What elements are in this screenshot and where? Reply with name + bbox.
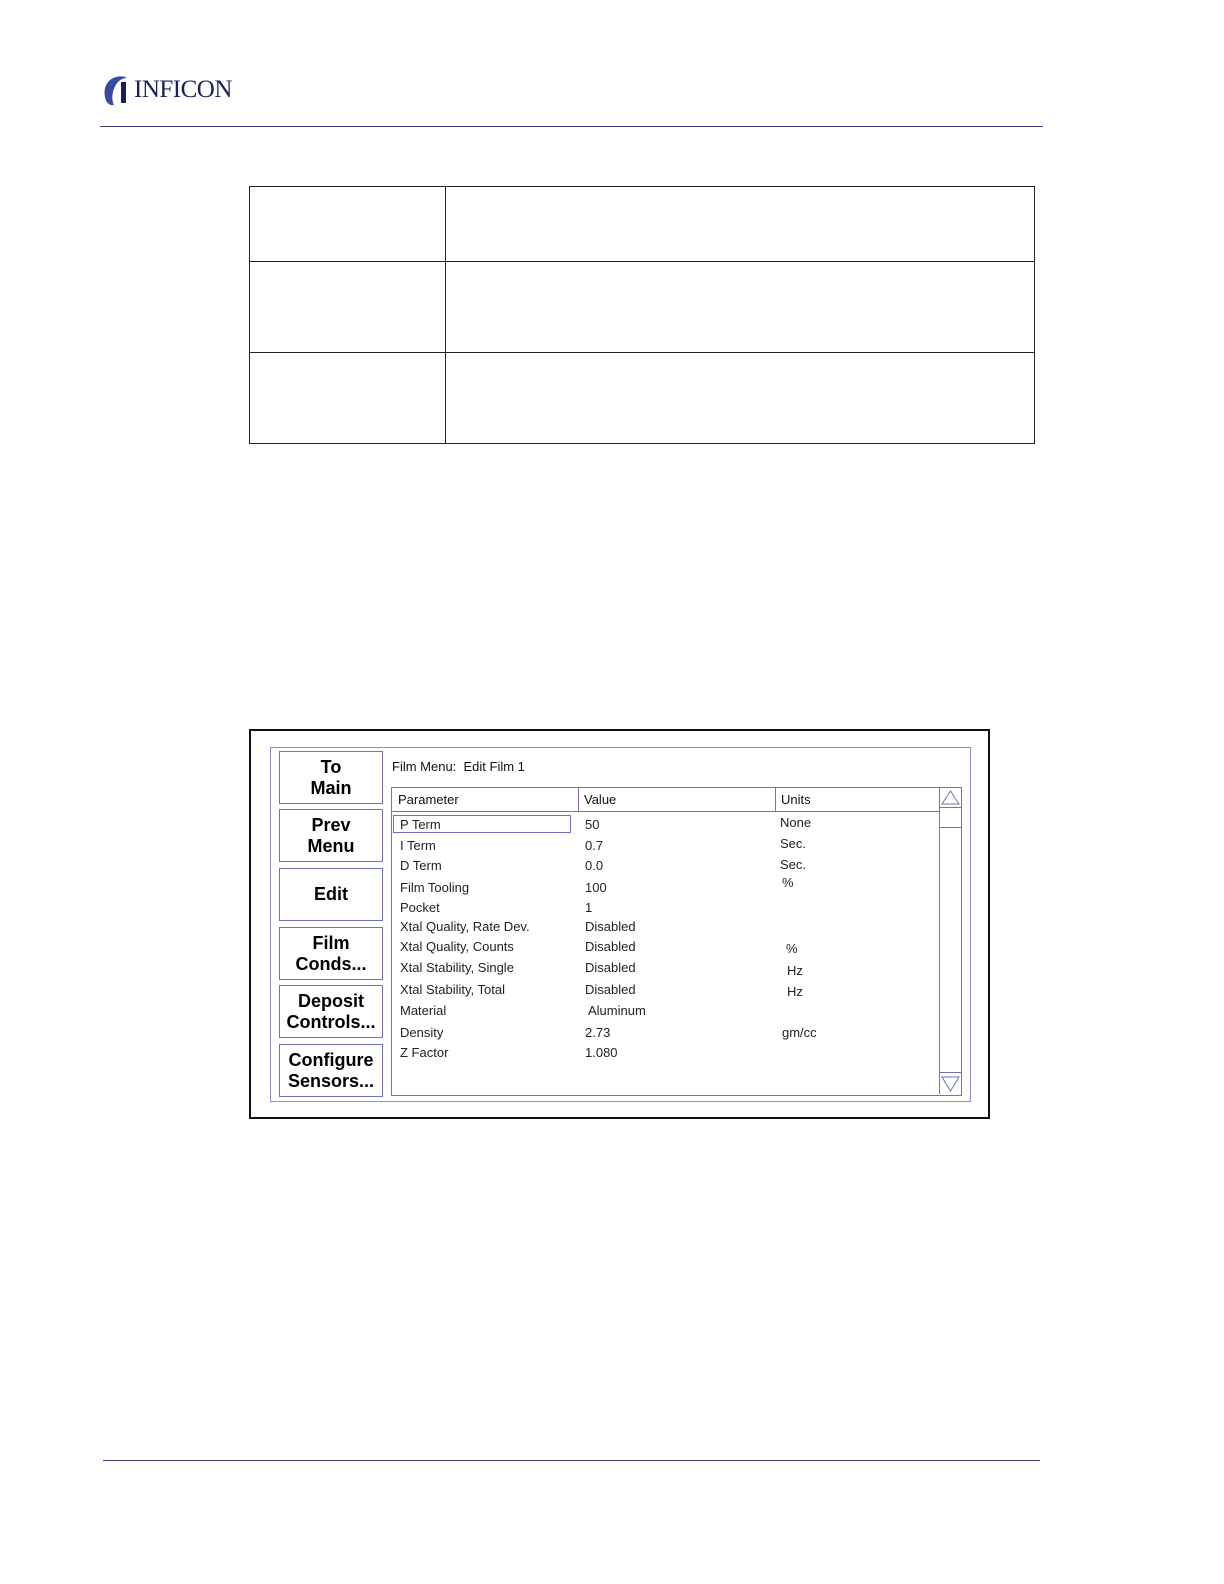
parameter-value[interactable]: Aluminum bbox=[588, 1003, 646, 1018]
parameter-value[interactable]: Disabled bbox=[585, 960, 636, 975]
table-row bbox=[250, 262, 1035, 353]
parameter-table bbox=[249, 186, 1035, 444]
column-header-units[interactable]: Units bbox=[781, 792, 811, 807]
parameter-name[interactable]: Pocket bbox=[400, 900, 440, 915]
scroll-thumb[interactable] bbox=[940, 808, 961, 828]
parameter-value[interactable]: 100 bbox=[585, 880, 607, 895]
deposit-controls-button[interactable]: Deposit Controls... bbox=[279, 985, 383, 1038]
parameter-name[interactable]: Material bbox=[400, 1003, 447, 1018]
edit-button[interactable]: Edit bbox=[279, 868, 383, 921]
parameter-units: Hz bbox=[787, 963, 803, 978]
table-cell bbox=[250, 262, 446, 353]
parameter-name[interactable]: Xtal Quality, Rate Dev. bbox=[400, 919, 530, 934]
parameter-value[interactable]: 1 bbox=[585, 900, 593, 915]
parameter-name[interactable]: D Term bbox=[400, 858, 442, 873]
parameter-name[interactable]: Film Tooling bbox=[400, 880, 470, 895]
to-main-button[interactable]: To Main bbox=[279, 751, 383, 804]
vertical-scrollbar[interactable] bbox=[939, 788, 961, 1094]
parameter-value[interactable]: Disabled bbox=[585, 919, 636, 934]
parameter-units: Sec. bbox=[780, 836, 807, 851]
column-header-parameter[interactable]: Parameter bbox=[398, 792, 459, 807]
parameter-units: % bbox=[782, 875, 794, 890]
inficon-logo bbox=[102, 72, 232, 108]
prev-menu-button[interactable]: Prev Menu bbox=[279, 809, 383, 862]
column-header-value[interactable]: Value bbox=[584, 792, 617, 807]
footer-rule bbox=[103, 1460, 1040, 1461]
configure-sensors-button[interactable]: Configure Sensors... bbox=[279, 1044, 383, 1097]
parameter-units: gm/cc bbox=[782, 1025, 817, 1040]
parameter-value[interactable]: 1.080 bbox=[585, 1045, 618, 1060]
parameter-units: None bbox=[780, 815, 812, 830]
table-cell bbox=[446, 262, 1035, 353]
parameter-name[interactable]: Xtal Stability, Total bbox=[400, 982, 506, 997]
parameter-value[interactable]: Disabled bbox=[585, 939, 636, 954]
table-row bbox=[250, 353, 1035, 444]
parameter-value[interactable]: 50 bbox=[585, 817, 600, 832]
menu-title: Film Menu: Edit Film 1 bbox=[392, 759, 525, 774]
parameter-value[interactable]: Disabled bbox=[585, 982, 636, 997]
inficon-logo-mark bbox=[102, 73, 132, 107]
parameter-name[interactable]: Xtal Quality, Counts bbox=[400, 939, 514, 954]
table-row bbox=[250, 187, 1035, 262]
parameter-name[interactable]: P Term bbox=[400, 817, 441, 832]
table-cell bbox=[250, 187, 446, 262]
parameter-value[interactable]: 0.7 bbox=[585, 838, 604, 853]
table-cell bbox=[250, 353, 446, 444]
header-separator bbox=[392, 811, 940, 812]
header-rule bbox=[100, 126, 1043, 127]
parameter-value[interactable]: 0.0 bbox=[585, 858, 604, 873]
parameter-name[interactable]: Density bbox=[400, 1025, 444, 1040]
scroll-down-button[interactable] bbox=[940, 1072, 961, 1094]
triangle-up-icon bbox=[940, 788, 961, 808]
parameter-units: Sec. bbox=[780, 857, 807, 872]
parameter-value[interactable]: 2.73 bbox=[585, 1025, 611, 1040]
parameter-name[interactable]: Xtal Stability, Single bbox=[400, 960, 514, 975]
triangle-down-icon bbox=[940, 1073, 961, 1094]
parameter-name[interactable]: I Term bbox=[400, 838, 436, 853]
parameter-units: % bbox=[786, 941, 798, 956]
film-conds-button[interactable]: Film Conds... bbox=[279, 927, 383, 980]
table-cell bbox=[446, 353, 1035, 444]
scroll-up-button[interactable] bbox=[940, 788, 961, 808]
table-cell bbox=[446, 187, 1035, 262]
brand-name: INFICON bbox=[134, 76, 232, 103]
parameter-units: Hz bbox=[787, 984, 803, 999]
parameter-name[interactable]: Z Factor bbox=[400, 1045, 449, 1060]
